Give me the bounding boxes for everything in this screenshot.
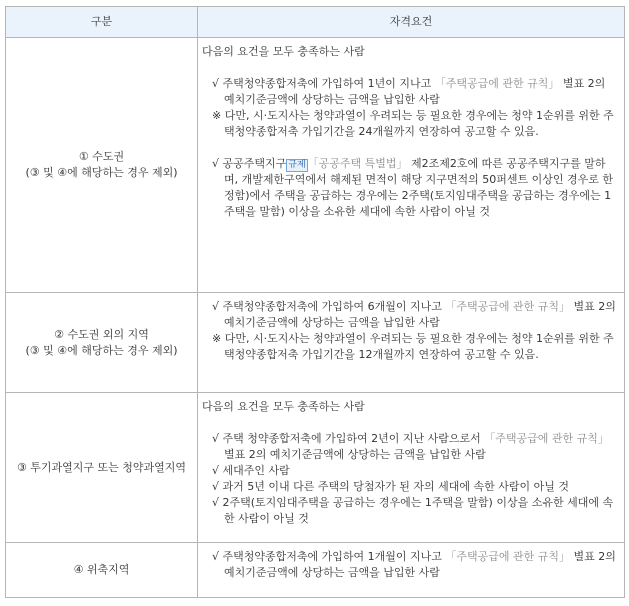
regulation-link[interactable]: 「주택공급에 관한 규칙」	[445, 300, 571, 313]
requirements-cell	[198, 543, 625, 598]
regulation-link[interactable]: 「주택공급에 관한 규칙」	[484, 432, 609, 445]
header-requirements: 자격요건	[198, 7, 625, 38]
requirement-text: √ 주택 청약종합저축에 가입하여 2년이 지난 사람으로서	[212, 432, 485, 445]
intro-text: 다음의 요건을 모두 충족하는 사람	[202, 45, 365, 58]
requirement-item	[202, 156, 616, 220]
intro-text: 다음의 요건을 모두 충족하는 사람	[202, 400, 365, 413]
header-category: 구분	[6, 7, 198, 38]
requirement-item: √ 2주택(토지임대주택을 공급하는 경우에는 1주택을 말함) 이상을 소유한 세대에 속한 사람이 아닐 것	[212, 496, 614, 525]
requirement-text: 별표 2의 예치기준금액에 상당하는 금액을 납입한 사람	[224, 300, 616, 329]
requirement-text: √ 공공주택지구	[212, 157, 287, 170]
requirement-item	[202, 549, 616, 581]
requirement-item	[202, 299, 616, 331]
table-row	[6, 543, 625, 598]
region-note: (③ 및 ④에 해당하는 경우 제외)	[25, 343, 178, 357]
region-label: ③ 투기과열지구 또는 청약과열지역	[16, 460, 187, 474]
table-row	[6, 293, 625, 393]
requirement-text: 별표 2의 예치기준금액에 상당하는 금액을 납입한 사람	[224, 448, 486, 461]
regulation-link[interactable]: 「주택공급에 관한 규칙」	[445, 550, 571, 563]
requirement-item: √ 세대주인 사람	[212, 464, 290, 477]
region-cell	[6, 293, 198, 393]
requirements-cell	[198, 393, 625, 543]
region-cell	[6, 38, 198, 293]
region-cell	[6, 393, 198, 543]
requirement-text: √ 주택청약종합저축에 가입하여 1년이 지나고	[212, 77, 435, 90]
requirements-cell	[198, 38, 625, 293]
note-text: ※ 다만, 시·도지사는 청약과열이 우려되는 등 필요한 경우에는 청약 1순위를 위한 주택청약종합저축 가입기간을 24개월까지 연장하여 공고할 수 있음.	[212, 109, 614, 138]
header-row	[6, 7, 625, 38]
note-text: ※ 다만, 시·도지사는 청약과열이 우려되는 등 필요한 경우에는 청약 1순위를 위한 주택청약종합저축 가입기간을 12개월까지 연장하여 공고할 수 있음.	[212, 332, 614, 361]
requirement-item	[202, 76, 616, 108]
regulation-tag[interactable]: 규제	[288, 160, 306, 170]
region-cell	[6, 543, 198, 598]
region-label: ① 수도권	[78, 150, 125, 163]
table-row	[6, 393, 625, 543]
requirement-item	[202, 431, 616, 463]
requirement-text: √ 주택청약종합저축에 가입하여 6개월이 지나고	[212, 300, 446, 313]
requirement-text: √ 주택청약종합저축에 가입하여 1개월이 지나고	[212, 550, 446, 563]
requirement-text: 제2조제2호에 따른 공공주택지구를 말하며, 개발제한구역에서 해제된 면적이 해당 지구면적의 50퍼센트 이상인 경우로 한정함)에서 주택을 공급하는 경우에는 2주택(토지임대주택을 공급하는 경우에는 1주택을 말함) 이상을 소유한 세대에 속한 사람이 아닐 것	[224, 157, 613, 218]
requirement-text: 별표 2의 예치기준금액에 상당하는 금액을 납입한 사람	[224, 77, 606, 106]
requirement-item: √ 과거 5년 이내 다른 주택의 당첨자가 된 자의 세대에 속한 사람이 아닐 것	[212, 480, 569, 493]
requirement-text: 별표 2의 예치기준금액에 상당하는 금액을 납입한 사람	[224, 550, 616, 579]
table-row	[6, 38, 625, 293]
region-note: (③ 및 ④에 해당하는 경우 제외)	[25, 166, 178, 179]
region-label: ② 수도권 외의 지역	[54, 327, 149, 341]
requirements-cell	[198, 293, 625, 393]
regulation-link[interactable]: 「공공주택 특별법」	[307, 157, 408, 170]
regulation-link[interactable]: 「주택공급에 관한 규칙」	[434, 77, 560, 90]
region-label: ④ 위축지역	[73, 563, 130, 576]
eligibility-table	[5, 6, 625, 598]
